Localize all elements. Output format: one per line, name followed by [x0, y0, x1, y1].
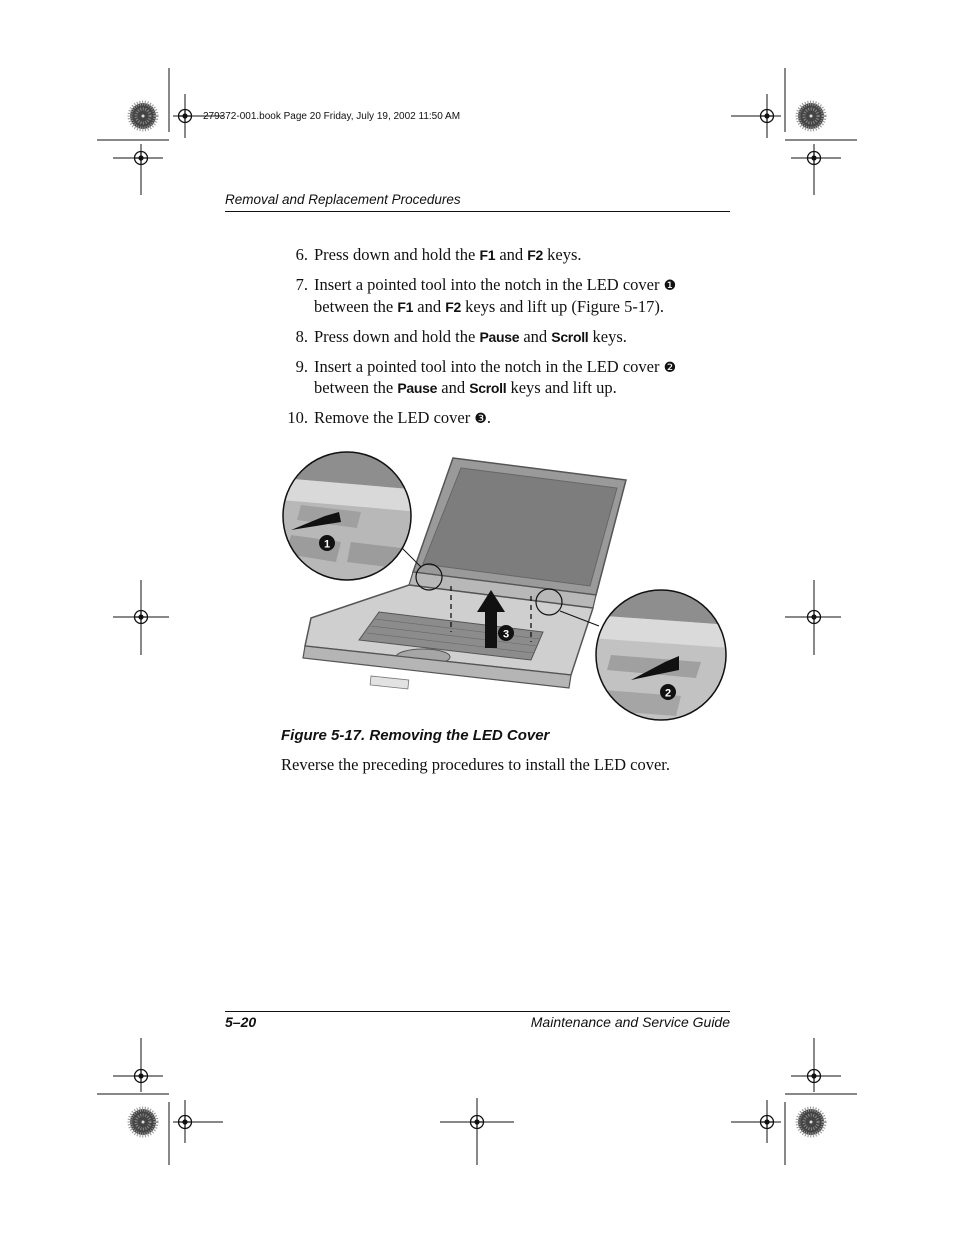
- page-number: 5–20: [225, 1014, 257, 1030]
- callout-1-icon: ❶: [663, 278, 677, 294]
- key-scroll: Scroll: [551, 328, 589, 345]
- step-text: Remove the LED cover ❸.: [314, 408, 492, 427]
- figure-caption: Figure 5-17. Removing the LED Cover: [281, 727, 550, 744]
- guide-title: Maintenance and Service Guide: [530, 1014, 730, 1030]
- step-number: 9.: [295, 356, 308, 376]
- step-9: [268, 357, 698, 399]
- closing-paragraph: Reverse the preceding procedures to install the LED cover.: [281, 755, 670, 774]
- key-pause: Pause: [397, 380, 438, 396]
- step-text: Insert a pointed tool into the notch in the LED cover ❶ between the F1 and F2 keys and lift up (Figure 5-17).: [314, 275, 677, 316]
- figure-led-cover-illustration: [281, 450, 731, 722]
- header-rule: [225, 211, 730, 212]
- callout-3-icon: ❸: [474, 411, 487, 427]
- step-number: 8.: [295, 326, 308, 346]
- step-text: Press down and hold the Pause and Scroll keys.: [314, 326, 627, 346]
- book-info: 279372-001.book Page 20 Friday, July 19, 2002 11:50 AM: [203, 111, 461, 122]
- figure-callout-1: 1: [323, 538, 331, 551]
- key-scroll: Scroll: [469, 380, 507, 396]
- key-f1: F1: [479, 247, 496, 263]
- key-f2: F2: [445, 298, 461, 315]
- step-number: 10.: [287, 408, 308, 427]
- key-f1: F1: [397, 298, 414, 315]
- running-head: Removal and Replacement Procedures: [225, 192, 461, 207]
- step-number: 7.: [295, 275, 308, 294]
- key-pause: Pause: [479, 328, 520, 345]
- step-6: [268, 245, 698, 266]
- step-number: 6.: [295, 245, 308, 264]
- procedure-steps: [268, 245, 698, 439]
- step-8: [268, 327, 698, 348]
- footer-rule: [225, 1011, 730, 1012]
- step-10: [268, 408, 698, 430]
- step-text: Insert a pointed tool into the notch in the LED cover ❷ between the Pause and Scroll keys and lift up.: [314, 356, 677, 397]
- step-text: Press down and hold the F1 and F2 keys.: [314, 245, 582, 264]
- callout-2-icon: ❷: [663, 359, 677, 376]
- key-f2: F2: [527, 247, 544, 263]
- step-7: [268, 275, 698, 317]
- figure-callout-2: 2: [664, 687, 672, 700]
- figure-callout-3: 3: [502, 628, 510, 641]
